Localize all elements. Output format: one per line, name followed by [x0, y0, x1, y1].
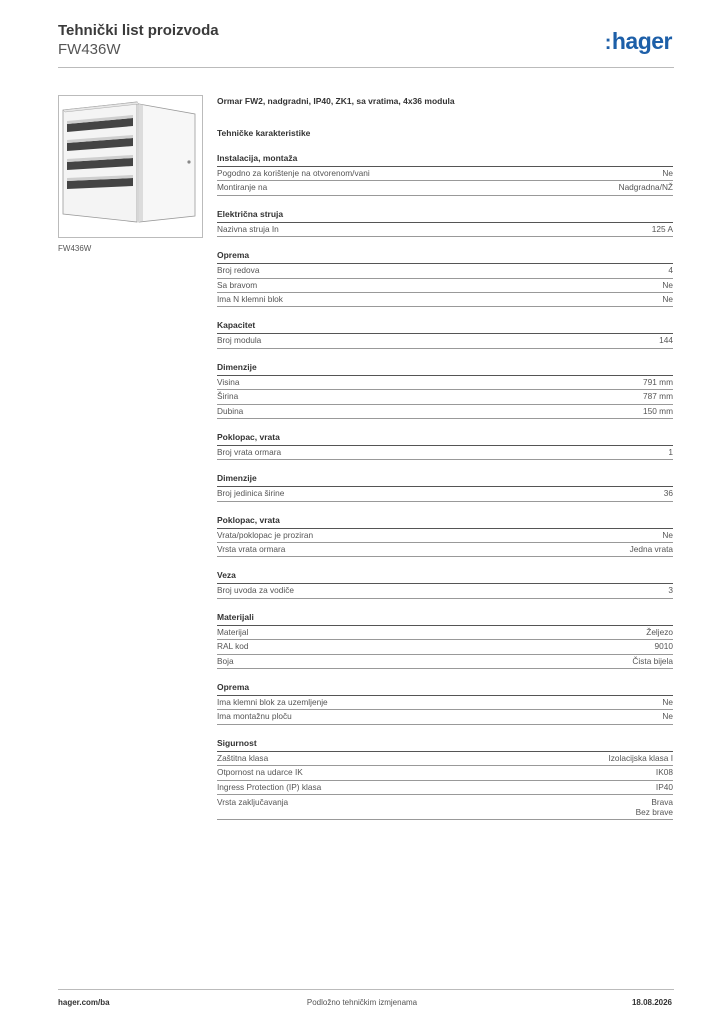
spec-label: Broj uvoda za vodiče [217, 585, 295, 596]
spec-row [217, 487, 673, 501]
spec-group-title: Veza [217, 570, 673, 584]
spec-value [643, 390, 673, 403]
spec-group [217, 320, 673, 348]
spec-row [217, 626, 673, 640]
spec-value [662, 293, 673, 306]
page-header [58, 22, 674, 68]
hager-logo: :hager [604, 28, 672, 54]
spec-label: Broj redova [217, 265, 260, 276]
spec-row [217, 376, 673, 390]
spec-row [217, 543, 673, 557]
spec-label: Vrata/poklopac je proziran [217, 529, 314, 540]
spec-value-line: IK08 [655, 767, 673, 778]
spec-row [217, 696, 673, 710]
spec-row [217, 279, 673, 293]
spec-label: Sa bravom [217, 279, 258, 290]
spec-value [662, 529, 673, 542]
spec-value-line: Ne [662, 697, 673, 708]
spec-value-line: Jedna vrata [629, 544, 673, 555]
spec-label: Nazivna struja In [217, 223, 279, 234]
spec-row [217, 655, 673, 669]
spec-label: Zaštitna klasa [217, 752, 269, 763]
image-caption: FW436W [58, 244, 92, 253]
spec-value [630, 543, 673, 556]
spec-group-title: Dimenzije [217, 362, 673, 376]
spec-row [217, 529, 673, 543]
footer-website: hager.com/ba [58, 998, 110, 1007]
spec-value [643, 405, 673, 418]
spec-value [656, 781, 673, 794]
spec-value-line: 1 [668, 446, 673, 457]
spec-row [217, 795, 673, 820]
spec-value-line: 4 [668, 265, 673, 276]
spec-group [217, 432, 673, 460]
spec-value [652, 223, 673, 236]
spec-value [619, 181, 673, 194]
spec-value-line: Izolacijska klasa I [608, 752, 673, 763]
spec-value [659, 334, 673, 347]
spec-value-line: 125 A [651, 223, 673, 234]
spec-group [217, 738, 673, 820]
spec-label: Visina [217, 376, 240, 387]
spec-row [217, 167, 673, 181]
spec-value-line: Čista bijela [632, 655, 673, 666]
spec-group-title: Instalacija, montaža [217, 153, 673, 167]
spec-value [662, 710, 673, 723]
spec-label: Ingress Protection (IP) klasa [217, 781, 322, 792]
spec-label: Pogodno za korištenje na otvorenom/vani [217, 168, 370, 178]
spec-label: Montiranje na [217, 182, 268, 193]
spec-value-line: 144 [659, 335, 673, 346]
spec-group-title: Poklopac, vrata [217, 432, 673, 446]
spec-row [217, 781, 673, 795]
spec-group [217, 515, 673, 558]
technical-characteristics-heading: Tehničke karakteristike [217, 128, 311, 138]
spec-value-line: Ne [662, 168, 673, 178]
spec-label: Ima montažnu ploču [217, 711, 292, 722]
spec-row [217, 766, 673, 780]
spec-value-line: 150 mm [643, 405, 673, 416]
spec-label: Otpornost na udarce IK [217, 767, 303, 778]
spec-group-title: Električna struja [217, 209, 673, 223]
product-image [58, 95, 203, 238]
spec-value [608, 752, 673, 765]
spec-value-line: 3 [668, 585, 673, 596]
spec-value-line: Nadgradna/NŽ [618, 182, 673, 193]
spec-group [217, 209, 673, 237]
spec-group [217, 570, 673, 598]
spec-value-line: IP40 [655, 781, 673, 792]
spec-value [668, 584, 673, 597]
footer-date: 18.08.2026 [631, 998, 672, 1007]
spec-group-title: Materijali [217, 612, 673, 626]
spec-group-title: Dimenzije [217, 473, 673, 487]
spec-row [217, 446, 673, 460]
spec-label: Vrsta zaključavanja [217, 796, 289, 807]
spec-label: Broj vrata ormara [217, 446, 282, 457]
spec-label: RAL kod [217, 641, 249, 652]
spec-value [664, 487, 673, 500]
spec-group [217, 682, 673, 725]
spec-value [655, 640, 673, 653]
spec-group-title: Kapacitet [217, 320, 673, 334]
header-divider [58, 67, 674, 68]
spec-row [217, 293, 673, 307]
spec-row [217, 584, 673, 598]
product-description: Ormar FW2, nadgradni, IP40, ZK1, sa vratima, 4x36 modula [217, 96, 455, 106]
spec-value-line: Ne [662, 711, 673, 722]
spec-group-title: Poklopac, vrata [217, 515, 673, 529]
spec-value-line: Ne [662, 529, 673, 540]
spec-value-line: Ne [662, 279, 673, 290]
spec-label: Boja [217, 655, 234, 666]
spec-value-line: 791 mm [643, 376, 673, 387]
spec-label: Materijal [217, 626, 249, 637]
footer-divider [58, 989, 674, 990]
spec-value-line: 9010 [654, 641, 673, 652]
spec-value [636, 797, 673, 817]
spec-value-line: 787 mm [643, 391, 673, 402]
spec-label: Širina [217, 391, 239, 402]
spec-value [646, 626, 673, 639]
spec-value [662, 696, 673, 709]
spec-label: Vrsta vrata ormara [217, 544, 286, 555]
spec-group [217, 250, 673, 307]
spec-row [217, 752, 673, 766]
spec-value-line: Brava [651, 796, 673, 807]
spec-label: Ima klemni blok za uzemljenje [217, 697, 328, 708]
spec-value-line: Željezo [646, 626, 673, 637]
spec-group [217, 153, 673, 196]
spec-value-line: Ne [662, 293, 673, 304]
spec-value [662, 279, 673, 292]
spec-value [656, 766, 673, 779]
spec-value [668, 446, 673, 459]
spec-row [217, 710, 673, 724]
spec-row [217, 181, 673, 195]
spec-group [217, 473, 673, 501]
spec-row [217, 390, 673, 404]
spec-value-line: 36 [663, 488, 673, 499]
document-title: Tehnički list proizvoda [58, 22, 219, 39]
spec-value [668, 264, 673, 277]
spec-label: Dubina [217, 405, 244, 416]
spec-group [217, 362, 673, 419]
spec-group-title: Oprema [217, 250, 673, 264]
spec-label: Broj jedinica širine [217, 488, 285, 499]
spec-value [662, 167, 673, 180]
spec-label: Ima N klemni blok [217, 293, 283, 304]
spec-groups [217, 153, 673, 820]
spec-value [632, 655, 673, 668]
spec-row [217, 405, 673, 419]
spec-row [217, 223, 673, 237]
footer-note: Podložno tehničkim izmjenama [306, 998, 418, 1007]
spec-group-title: Sigurnost [217, 738, 673, 752]
spec-label: Broj modula [217, 335, 262, 346]
spec-group-title: Oprema [217, 682, 673, 696]
product-code: FW436W [58, 41, 121, 58]
spec-value [643, 376, 673, 389]
specifications [217, 96, 673, 820]
spec-value-line: Bez brave [635, 806, 673, 817]
spec-row [217, 334, 673, 348]
spec-group [217, 612, 673, 669]
spec-row [217, 640, 673, 654]
spec-row [217, 264, 673, 278]
